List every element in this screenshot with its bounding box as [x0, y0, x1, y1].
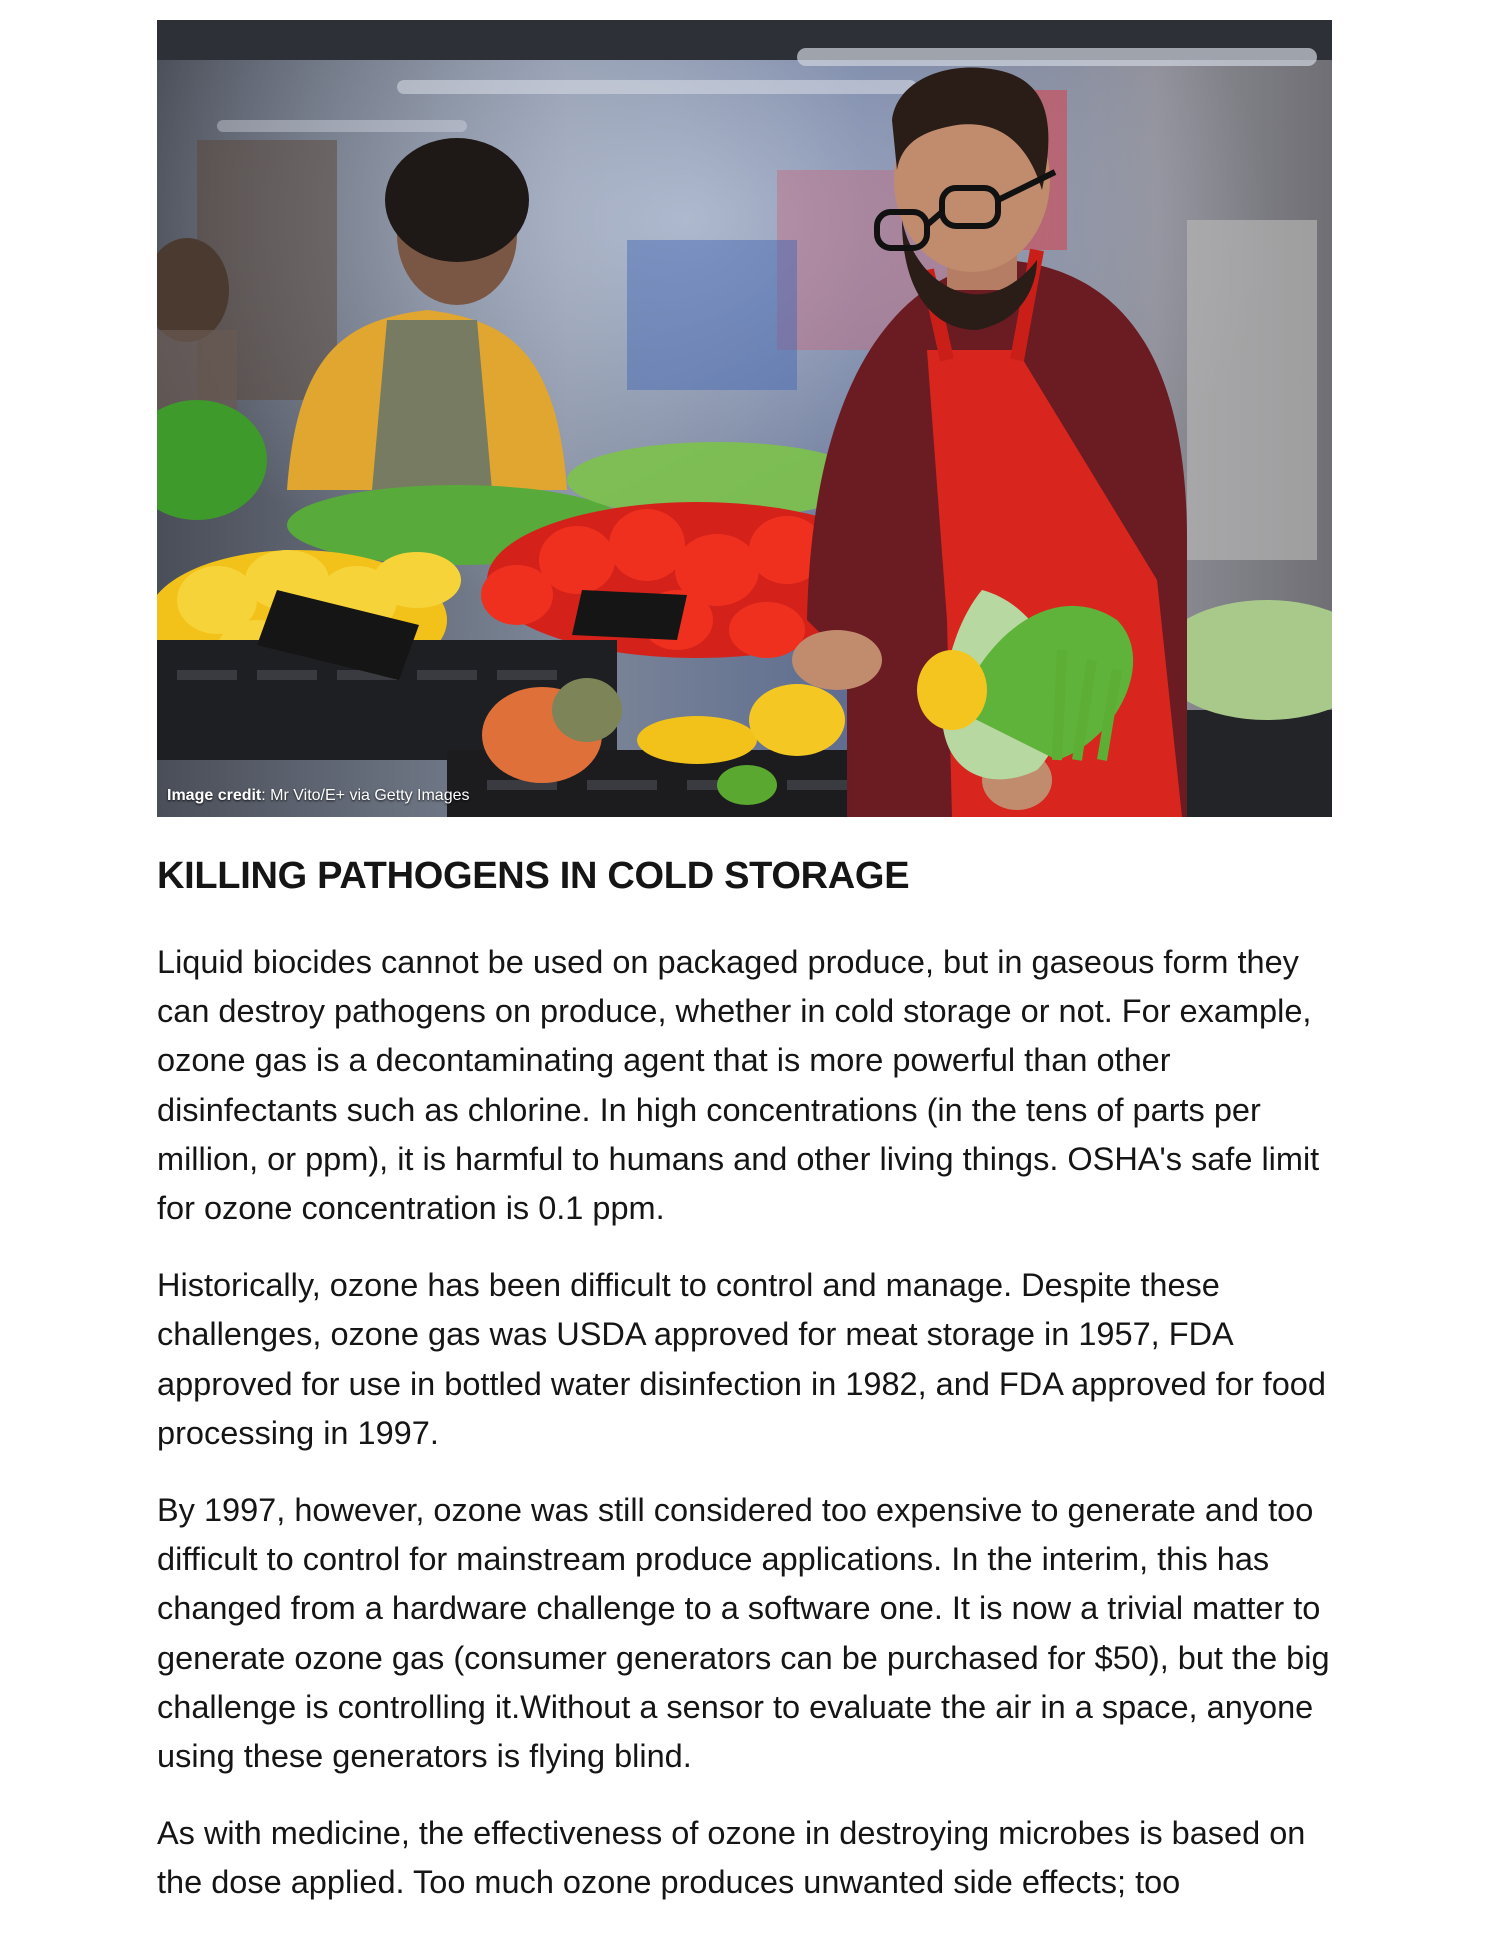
paragraph-4: As with medicine, the effectiveness of ozone in destroying microbes is based on the dose applied. Too much ozone produces unwanted side effects; too — [157, 1815, 1306, 1901]
paragraph-3: By 1997, however, ozone was still considered too expensive to generate and too difficult to control for mainstream produce applications. In the interim, this has changed from a hardware challenge to a software one. It is now a trivial matter to generate ozone gas (consumer generators can be purchased for $50), but the big challenge is controlling it.Without a sensor to evaluate the air in a space, anyone using these generators is flying blind. — [157, 1492, 1330, 1775]
image-credit-label: Image credit — [167, 787, 262, 804]
market-photo — [157, 20, 1332, 817]
paragraph-1: Liquid biocides cannot be used on packaged produce, but in gaseous form they can destroy pathogens on produce, whether in cold storage or not. For example, ozone gas is a decontaminating agent that is more powerful than other disinfectants such as chlorine. In high concentrations (in the tens of parts per million, or ppm), it is harmful to humans and other living things. OSHA's safe limit for ozone concentration is 0.1 ppm. — [157, 944, 1320, 1227]
paragraph-2: Historically, ozone has been difficult to control and manage. Despite these challenges, ozone gas was USDA approved for meat storage in 1957, FDA approved for use in bottled water disinfection in 1982, and FDA approved for food processing in 1997. — [157, 1267, 1326, 1451]
image-credit-separator: : — [261, 787, 266, 804]
section-heading: KILLING PATHOGENS IN COLD STORAGE — [157, 855, 910, 897]
image-credit — [167, 787, 470, 805]
hero-image — [157, 20, 1332, 817]
image-credit-text: Mr Vito/E+ via Getty Images — [265, 787, 470, 804]
article-body — [157, 855, 1342, 1936]
